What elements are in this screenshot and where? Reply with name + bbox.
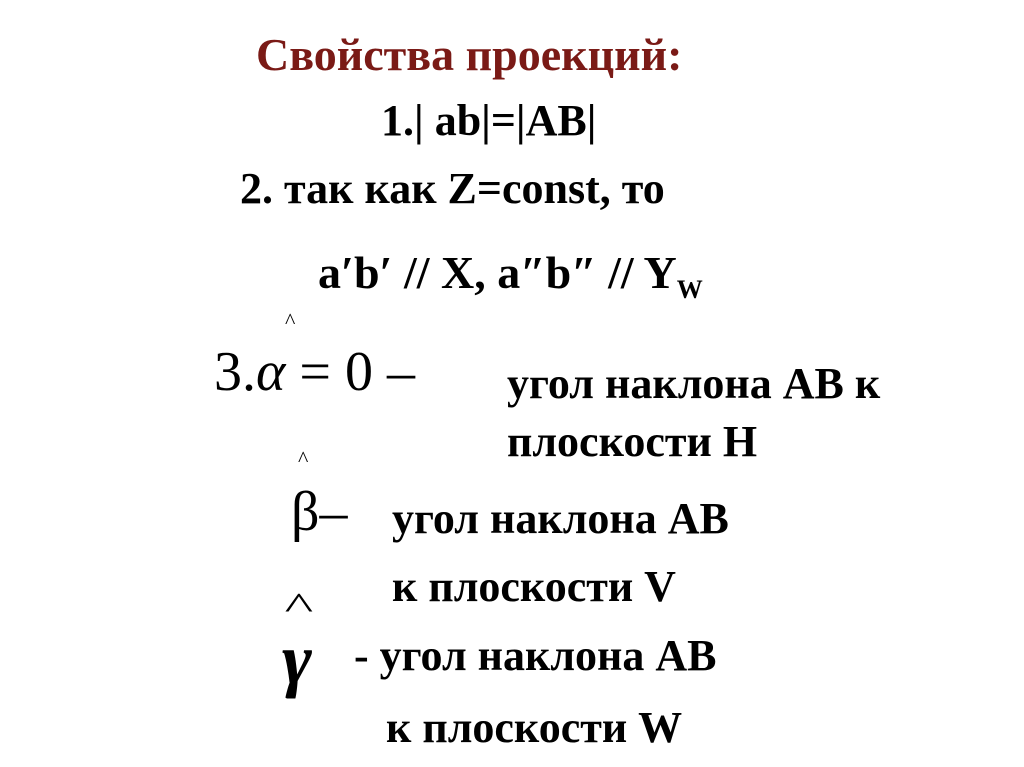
beta-hat: ^ xyxy=(298,446,309,471)
property-2: 2. так как Z=const, то xyxy=(240,164,665,213)
slide-title: Свойства проекций: xyxy=(256,29,683,80)
alpha-description-line2: плоскости Н xyxy=(507,417,758,466)
property-3-formula xyxy=(214,340,415,404)
property-2-formula xyxy=(318,246,703,305)
alpha-hat: ^ xyxy=(285,308,296,333)
beta-description-line1: угол наклона АВ xyxy=(392,494,729,543)
gamma-description-line1: - угол наклона АВ xyxy=(354,631,717,680)
formula-subscript: W xyxy=(676,275,703,304)
property-1: 1.| ab|=|AB| xyxy=(381,96,597,145)
alpha-description-line1: угол наклона АВ к xyxy=(507,359,881,408)
beta-description-line2: к плоскости V xyxy=(392,562,676,611)
gamma-symbol: γ xyxy=(282,619,312,699)
formula-rest: = 0 – xyxy=(285,341,415,403)
gamma-description-line2: к плоскости W xyxy=(386,703,683,752)
formula-main: a′b′ // X, a″b″ // Y xyxy=(318,247,677,298)
alpha-symbol: α xyxy=(256,341,286,403)
gamma-hat: ^ xyxy=(284,586,314,628)
formula-prefix: 3. xyxy=(214,341,256,403)
beta-symbol: β– xyxy=(291,481,348,543)
